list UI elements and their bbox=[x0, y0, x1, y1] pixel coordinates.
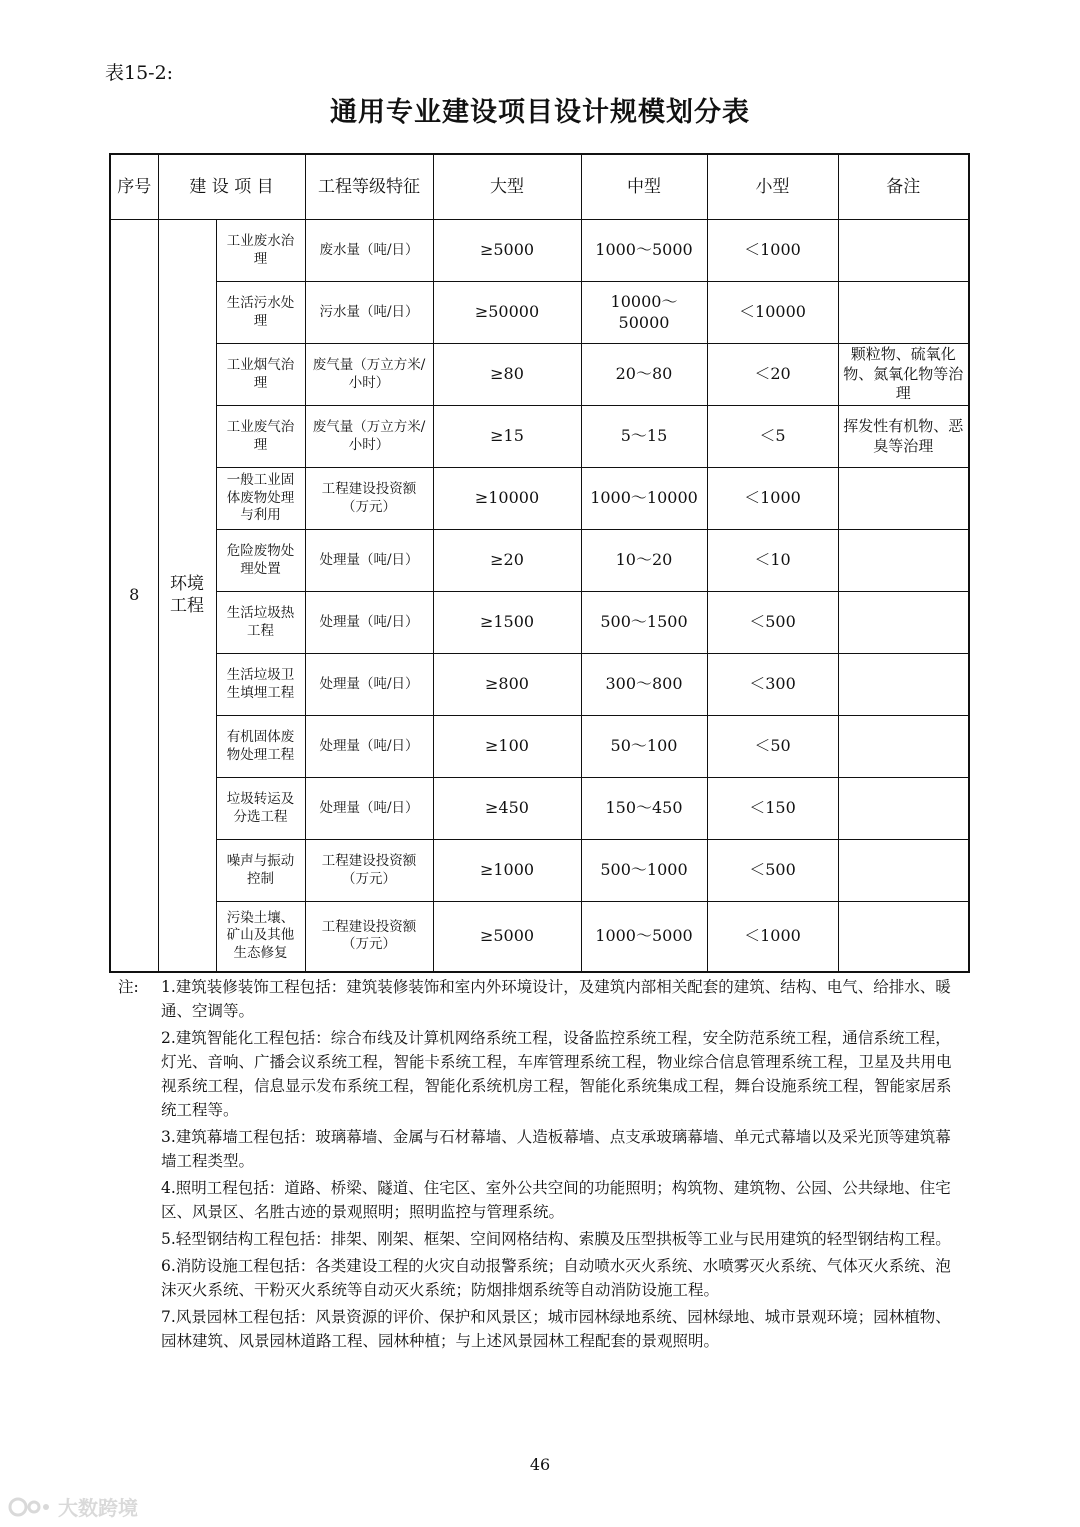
small-cell: ＜150 bbox=[707, 778, 838, 840]
header-feature: 工程等级特征 bbox=[305, 154, 433, 220]
project-item-cell: 污染土壤、矿山及其他生态修复 bbox=[216, 902, 305, 972]
remark-cell bbox=[838, 716, 969, 778]
feature-cell: 工程建设投资额（万元） bbox=[305, 840, 433, 902]
remark-cell bbox=[838, 592, 969, 654]
project-item-cell: 工业烟气治理 bbox=[216, 344, 305, 406]
medium-cell: 300～800 bbox=[581, 654, 707, 716]
design-scale-table bbox=[109, 153, 970, 973]
table-row bbox=[110, 468, 969, 530]
medium-cell: 1000～5000 bbox=[581, 220, 707, 282]
note-item: 6.消防设施工程包括：各类建设工程的火灾自动报警系统；自动喷水灭火系统、水喷雾灭火系统、气体灭火系统、泡沫灭火系统、干粉灭火系统等自动灭火系统；防烟排烟系统等自动消防设施工程。 bbox=[161, 1257, 951, 1299]
large-cell: ≥100 bbox=[433, 716, 581, 778]
small-cell: ＜50 bbox=[707, 716, 838, 778]
notes-section bbox=[118, 975, 963, 1356]
feature-cell: 废水量（吨/日） bbox=[305, 220, 433, 282]
table-row bbox=[110, 716, 969, 778]
project-item-cell: 生活垃圾卫生填埋工程 bbox=[216, 654, 305, 716]
large-cell: ≥450 bbox=[433, 778, 581, 840]
feature-cell: 处理量（吨/日） bbox=[305, 530, 433, 592]
large-cell: ≥5000 bbox=[433, 220, 581, 282]
small-cell: ＜1000 bbox=[707, 902, 838, 972]
table-row bbox=[110, 406, 969, 468]
large-cell: ≥15 bbox=[433, 406, 581, 468]
table-row bbox=[110, 530, 969, 592]
small-cell: ＜300 bbox=[707, 654, 838, 716]
header-remark: 备注 bbox=[838, 154, 969, 220]
notes-list bbox=[161, 975, 963, 1353]
feature-cell: 处理量（吨/日） bbox=[305, 778, 433, 840]
large-cell: ≥20 bbox=[433, 530, 581, 592]
notes-label: 注: bbox=[118, 978, 139, 996]
project-item-cell: 工业废气治理 bbox=[216, 406, 305, 468]
note-item: 5.轻型钢结构工程包括：排架、刚架、框架、空间网格结构、索膜及压型拱板等工业与民用建筑的轻型钢结构工程。 bbox=[161, 1230, 951, 1248]
feature-cell: 废气量（万立方米/小时） bbox=[305, 406, 433, 468]
table-row bbox=[110, 902, 969, 972]
small-cell: ＜500 bbox=[707, 840, 838, 902]
remark-cell bbox=[838, 654, 969, 716]
medium-cell: 500～1000 bbox=[581, 840, 707, 902]
medium-cell: 500～1500 bbox=[581, 592, 707, 654]
medium-cell: 150～450 bbox=[581, 778, 707, 840]
small-cell: ＜10000 bbox=[707, 282, 838, 344]
small-cell: ＜1000 bbox=[707, 220, 838, 282]
small-cell: ＜5 bbox=[707, 406, 838, 468]
header-small: 小型 bbox=[707, 154, 838, 220]
feature-cell: 处理量（吨/日） bbox=[305, 592, 433, 654]
table-row bbox=[110, 220, 969, 282]
project-item-cell: 生活垃圾热工程 bbox=[216, 592, 305, 654]
medium-cell: 1000～5000 bbox=[581, 902, 707, 972]
watermark-text: 大数跨境 bbox=[58, 1496, 138, 1520]
project-item-cell: 噪声与振动控制 bbox=[216, 840, 305, 902]
remark-cell: 颗粒物、硫氧化物、氮氧化物等治理 bbox=[838, 344, 969, 406]
medium-cell: 1000～10000 bbox=[581, 468, 707, 530]
remark-cell: 挥发性有机物、恶臭等治理 bbox=[838, 406, 969, 468]
small-cell: ＜1000 bbox=[707, 468, 838, 530]
large-cell: ≥5000 bbox=[433, 902, 581, 972]
small-cell: ＜20 bbox=[707, 344, 838, 406]
note-item: 7.风景园林工程包括：风景资源的评价、保护和风景区；城市园林绿地系统、园林绿地、城市景观环境；园林植物、园林建筑、风景园林道路工程、园林种植；与上述风景园林工程配套的景观照明。 bbox=[161, 1308, 951, 1350]
table-header-row bbox=[110, 154, 969, 220]
project-item-cell: 有机固体废物处理工程 bbox=[216, 716, 305, 778]
feature-cell: 工程建设投资额（万元） bbox=[305, 468, 433, 530]
header-seq: 序号 bbox=[110, 154, 158, 220]
remark-cell bbox=[838, 840, 969, 902]
remark-cell bbox=[838, 468, 969, 530]
watermark-logo-icon bbox=[8, 1496, 52, 1518]
table-row bbox=[110, 344, 969, 406]
remark-cell bbox=[838, 778, 969, 840]
table-row bbox=[110, 592, 969, 654]
table-row bbox=[110, 778, 969, 840]
medium-cell: 10000～50000 bbox=[581, 282, 707, 344]
large-cell: ≥50000 bbox=[433, 282, 581, 344]
watermark bbox=[8, 1492, 138, 1521]
feature-cell: 废气量（万立方米/小时） bbox=[305, 344, 433, 406]
table-row bbox=[110, 654, 969, 716]
table-row bbox=[110, 282, 969, 344]
medium-cell: 20～80 bbox=[581, 344, 707, 406]
feature-cell: 处理量（吨/日） bbox=[305, 716, 433, 778]
feature-cell: 工程建设投资额（万元） bbox=[305, 902, 433, 972]
header-medium: 中型 bbox=[581, 154, 707, 220]
header-large: 大型 bbox=[433, 154, 581, 220]
project-item-cell: 危险废物处理处置 bbox=[216, 530, 305, 592]
note-item: 1.建筑装修装饰工程包括：建筑装修装饰和室内外环境设计，及建筑内部相关配套的建筑、结构、电气、给排水、暖通、空调等。 bbox=[161, 978, 951, 1020]
document-title: 通用专业建设项目设计规模划分表 bbox=[330, 97, 750, 128]
feature-cell: 处理量（吨/日） bbox=[305, 654, 433, 716]
large-cell: ≥80 bbox=[433, 344, 581, 406]
category-cell: 环境工程 bbox=[158, 220, 216, 972]
project-item-cell: 垃圾转运及分选工程 bbox=[216, 778, 305, 840]
remark-cell bbox=[838, 220, 969, 282]
project-item-cell: 生活污水处理 bbox=[216, 282, 305, 344]
remark-cell bbox=[838, 282, 969, 344]
note-item: 2.建筑智能化工程包括：综合布线及计算机网络系统工程，设备监控系统工程，安全防范系统工程，通信系统工程，灯光、音响、广播会议系统工程，智能卡系统工程，车库管理系统工程，物业综合信息管理系统工程，卫星及共用电视系统工程，信息显示发布系统工程，智能化系统机房工程，智能化系统集成工程，舞台设施系统工程，智能家居系统工程等。 bbox=[161, 1029, 952, 1119]
page-number: 46 bbox=[529, 1455, 551, 1474]
remark-cell bbox=[838, 902, 969, 972]
table-row bbox=[110, 840, 969, 902]
header-project: 建 设 项 目 bbox=[158, 154, 305, 220]
medium-cell: 5～15 bbox=[581, 406, 707, 468]
project-item-cell: 一般工业固体废物处理与利用 bbox=[216, 468, 305, 530]
note-item: 3.建筑幕墙工程包括：玻璃幕墙、金属与石材幕墙、人造板幕墙、点支承玻璃幕墙、单元式幕墙以及采光顶等建筑幕墙工程类型。 bbox=[161, 1128, 951, 1170]
project-item-cell: 工业废水治理 bbox=[216, 220, 305, 282]
seq-cell: 8 bbox=[110, 220, 158, 972]
large-cell: ≥10000 bbox=[433, 468, 581, 530]
small-cell: ＜500 bbox=[707, 592, 838, 654]
remark-cell bbox=[838, 530, 969, 592]
medium-cell: 10～20 bbox=[581, 530, 707, 592]
feature-cell: 污水量（吨/日） bbox=[305, 282, 433, 344]
large-cell: ≥1000 bbox=[433, 840, 581, 902]
small-cell: ＜10 bbox=[707, 530, 838, 592]
large-cell: ≥1500 bbox=[433, 592, 581, 654]
note-item: 4.照明工程包括：道路、桥梁、隧道、住宅区、室外公共空间的功能照明；构筑物、建筑物、公园、公共绿地、住宅区、风景区、名胜古迹的景观照明；照明监控与管理系统。 bbox=[161, 1179, 951, 1221]
large-cell: ≥800 bbox=[433, 654, 581, 716]
table-number: 表15-2: bbox=[105, 62, 174, 84]
medium-cell: 50～100 bbox=[581, 716, 707, 778]
